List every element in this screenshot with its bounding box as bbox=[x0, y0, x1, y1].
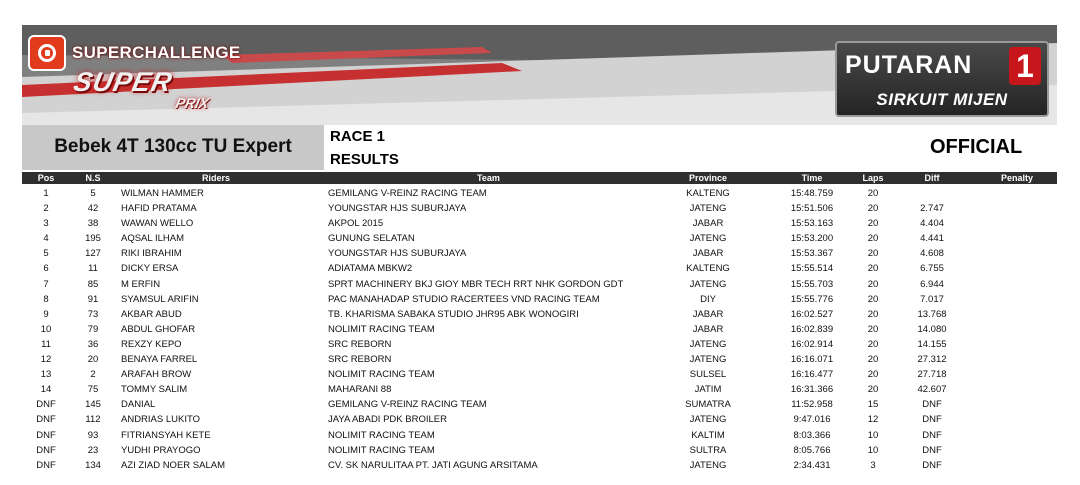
cell-pos: 1 bbox=[43, 188, 49, 199]
cell-ns: 11 bbox=[88, 263, 98, 275]
cell-penalty bbox=[977, 443, 1057, 458]
cell-laps: 12 bbox=[867, 414, 879, 426]
cell-penalty bbox=[977, 367, 1057, 382]
cell-rider: AQSAL ILHAM bbox=[121, 233, 185, 245]
cell-ns: 73 bbox=[87, 308, 99, 320]
cell-team: NOLIMIT RACING TEAM bbox=[328, 369, 435, 381]
table-row bbox=[22, 337, 1057, 352]
cell-diff bbox=[902, 186, 962, 201]
cell-pos: DNF bbox=[36, 399, 56, 411]
cell-diff: 42.607 bbox=[917, 384, 947, 396]
col-header-laps: Laps bbox=[862, 173, 884, 183]
cell-pos: 7 bbox=[43, 278, 49, 290]
cell-team: YOUNGSTAR HJS SUBURJAYA bbox=[328, 203, 467, 215]
cell-diff: 27.312 bbox=[917, 354, 947, 366]
cell-province: JABAR bbox=[692, 308, 724, 320]
cell-time: 11:52.958 bbox=[791, 399, 833, 411]
cell-pos: 14 bbox=[40, 384, 52, 396]
cell-laps: 20 bbox=[867, 323, 879, 335]
cell-team: ADIATAMA MBKW2 bbox=[328, 263, 413, 275]
cell-rider: RIKI IBRAHIM bbox=[121, 248, 182, 260]
table-row bbox=[22, 382, 1057, 397]
prix-wordmark: PRIX bbox=[174, 95, 211, 111]
cell-penalty bbox=[977, 246, 1057, 261]
cell-time: 16:02.527 bbox=[790, 308, 834, 320]
cell-diff: 7.017 bbox=[920, 293, 944, 305]
cell-team: GEMILANG V-REINZ RACING TEAM bbox=[328, 188, 487, 199]
super-prix-logo bbox=[68, 65, 218, 119]
table-row bbox=[22, 428, 1057, 443]
cell-laps: 20 bbox=[867, 293, 879, 305]
cell-ns: 5 bbox=[90, 188, 96, 199]
cell-province: JATENG bbox=[689, 203, 727, 215]
col-header-team: Team bbox=[477, 173, 500, 183]
cell-laps: 20 bbox=[867, 369, 879, 381]
cell-diff: DNF bbox=[922, 444, 942, 456]
round-badge bbox=[835, 41, 1049, 117]
cell-rider: HAFID PRATAMA bbox=[121, 203, 197, 215]
cell-diff: 2.747 bbox=[920, 203, 944, 215]
cell-laps: 3 bbox=[870, 459, 876, 471]
cell-laps: 10 bbox=[867, 429, 879, 441]
cell-province: SUMATRA bbox=[685, 399, 731, 411]
official-label: OFFICIAL bbox=[930, 136, 1023, 158]
table-row bbox=[22, 443, 1057, 458]
cell-team: SPRT MACHINERY BKJ GIOY MBR TECH RRT NHK GORDON GDT bbox=[328, 278, 624, 290]
cell-rider: REXZY KEPO bbox=[121, 338, 182, 350]
cell-province: SULSEL bbox=[689, 369, 727, 381]
cell-laps: 20 bbox=[867, 203, 879, 215]
class-box bbox=[22, 125, 324, 170]
cell-diff: 4.404 bbox=[920, 218, 944, 230]
cell-penalty bbox=[977, 458, 1057, 473]
cell-time: 15:53.163 bbox=[790, 218, 834, 230]
cell-time: 16:02.839 bbox=[790, 323, 834, 335]
cell-time: 16:16.071 bbox=[790, 354, 834, 366]
cell-pos: DNF bbox=[36, 429, 56, 441]
table-row bbox=[22, 367, 1057, 382]
cell-province: KALTENG bbox=[686, 188, 730, 199]
cell-penalty bbox=[977, 412, 1057, 427]
cell-ns: 93 bbox=[87, 429, 99, 441]
cell-penalty bbox=[977, 261, 1057, 276]
cell-rider: FITRIANSYAH KETE bbox=[121, 429, 211, 441]
cell-ns: 79 bbox=[87, 323, 99, 335]
cell-province: KALTENG bbox=[686, 263, 730, 275]
table-row bbox=[22, 458, 1057, 473]
table-row bbox=[22, 231, 1057, 246]
cell-pos: DNF bbox=[36, 459, 56, 471]
cell-rider: YUDHI PRAYOGO bbox=[121, 444, 201, 456]
cell-rider: AZI ZIAD NOER SALAM bbox=[121, 459, 225, 471]
cell-pos: 2 bbox=[43, 203, 49, 215]
cell-laps: 20 bbox=[867, 218, 879, 230]
cell-ns: 75 bbox=[87, 384, 99, 396]
circuit-name: SIRKUIT MIJEN bbox=[876, 90, 1008, 109]
cell-ns: 134 bbox=[85, 459, 101, 471]
table-row bbox=[22, 246, 1057, 261]
cell-rider: WAWAN WELLO bbox=[121, 218, 194, 230]
cell-ns: 85 bbox=[87, 278, 99, 290]
cell-diff: 6.944 bbox=[920, 278, 944, 290]
class-title: Bebek 4T 130cc TU Expert bbox=[54, 136, 292, 157]
cell-ns: 20 bbox=[87, 354, 99, 366]
cell-province: JATENG bbox=[689, 233, 727, 245]
cell-time: 15:53.367 bbox=[790, 248, 834, 260]
cell-province: JATIM bbox=[694, 384, 722, 396]
cell-rider: DICKY ERSA bbox=[121, 263, 179, 275]
cell-diff: 13.768 bbox=[917, 308, 947, 320]
col-header-pos: Pos bbox=[37, 173, 55, 183]
col-header-penalty: Penalty bbox=[1000, 173, 1033, 183]
cell-pos: 13 bbox=[40, 369, 52, 381]
cell-ns: 91 bbox=[87, 293, 99, 305]
col-header-riders: Riders bbox=[202, 173, 231, 183]
cell-laps: 10 bbox=[867, 444, 879, 456]
cell-diff: DNF bbox=[922, 459, 942, 471]
results-table-body bbox=[22, 186, 1057, 473]
cell-team: SRC REBORN bbox=[328, 354, 392, 366]
table-row bbox=[22, 277, 1057, 292]
cell-ns: 36 bbox=[87, 338, 99, 350]
cell-time: 15:48.759 bbox=[790, 188, 834, 199]
cell-penalty bbox=[977, 307, 1057, 322]
cell-pos: 8 bbox=[43, 293, 49, 305]
cell-team: CV. SK NARULITAA PT. JATI AGUNG ARSITAMA bbox=[328, 459, 538, 471]
cell-ns: 38 bbox=[87, 218, 99, 230]
cell-team: JAYA ABADI PDK BROILER bbox=[328, 414, 447, 426]
results-label: RESULTS bbox=[330, 151, 399, 168]
cell-penalty bbox=[977, 382, 1057, 397]
cell-ns: 2 bbox=[90, 369, 96, 381]
cell-pos: 9 bbox=[43, 308, 49, 320]
cell-time: 15:55.703 bbox=[790, 278, 834, 290]
cell-rider: ANDRIAS LUKITO bbox=[121, 414, 201, 426]
cell-diff: 14.080 bbox=[917, 323, 947, 335]
cell-laps: 20 bbox=[867, 248, 879, 260]
col-header-diff: Diff bbox=[924, 173, 940, 183]
table-row bbox=[22, 322, 1057, 337]
superchallenge-icon bbox=[28, 35, 66, 71]
cell-ns: 42 bbox=[87, 203, 99, 215]
cell-time: 16:31.366 bbox=[790, 384, 834, 396]
table-row bbox=[22, 186, 1057, 201]
cell-province: JABAR bbox=[692, 323, 724, 335]
cell-diff: DNF bbox=[922, 399, 942, 411]
super-wordmark: SUPER bbox=[70, 67, 176, 97]
cell-laps: 15 bbox=[867, 399, 879, 411]
cell-province: JATENG bbox=[689, 278, 727, 290]
cell-team: GEMILANG V-REINZ RACING TEAM bbox=[328, 399, 487, 411]
cell-ns: 127 bbox=[85, 248, 101, 260]
cell-team: NOLIMIT RACING TEAM bbox=[328, 429, 435, 441]
cell-laps: 20 bbox=[867, 308, 879, 320]
cell-time: 15:55.776 bbox=[790, 293, 834, 305]
cell-penalty bbox=[977, 397, 1057, 412]
cell-province: JABAR bbox=[692, 218, 724, 230]
cell-province: SULTRA bbox=[689, 444, 727, 456]
cell-team: AKPOL 2015 bbox=[328, 218, 384, 230]
cell-time: 16:16.477 bbox=[790, 369, 834, 381]
cell-time: 15:51.506 bbox=[790, 203, 834, 215]
cell-penalty bbox=[977, 428, 1057, 443]
cell-penalty bbox=[977, 231, 1057, 246]
cell-rider: BENAYA FARREL bbox=[121, 354, 198, 366]
cell-time: 16:02.914 bbox=[790, 338, 834, 350]
cell-province: DIY bbox=[700, 293, 716, 305]
cell-team: NOLIMIT RACING TEAM bbox=[328, 444, 435, 456]
race-label: RACE 1 bbox=[330, 128, 386, 145]
cell-penalty bbox=[977, 352, 1057, 367]
cell-ns: 112 bbox=[85, 414, 101, 426]
cell-rider: ABDUL GHOFAR bbox=[121, 323, 196, 335]
cell-pos: DNF bbox=[36, 444, 56, 456]
cell-team: GUNUNG SELATAN bbox=[328, 233, 415, 245]
cell-province: JABAR bbox=[692, 248, 724, 260]
cell-time: 8:05.766 bbox=[793, 444, 831, 456]
cell-pos: 11 bbox=[41, 338, 51, 350]
cell-team: TB. KHARISMA SABAKA STUDIO JHR95 ABK WONOGIRI bbox=[328, 308, 579, 320]
table-row bbox=[22, 292, 1057, 307]
cell-team: SRC REBORN bbox=[328, 338, 392, 350]
cell-diff: 27.718 bbox=[917, 369, 947, 381]
cell-pos: DNF bbox=[36, 414, 56, 426]
cell-pos: 6 bbox=[43, 263, 49, 275]
cell-rider: WILMAN HAMMER bbox=[121, 188, 204, 199]
cell-ns: 195 bbox=[85, 233, 101, 245]
cell-time: 15:53.200 bbox=[790, 233, 834, 245]
cell-pos: 10 bbox=[40, 323, 52, 335]
cell-penalty bbox=[977, 277, 1057, 292]
cell-pos: 5 bbox=[43, 248, 49, 260]
cell-team: YOUNGSTAR HJS SUBURJAYA bbox=[328, 248, 467, 260]
cell-penalty bbox=[977, 337, 1057, 352]
cell-laps: 20 bbox=[867, 384, 879, 396]
table-row bbox=[22, 307, 1057, 322]
cell-penalty bbox=[977, 201, 1057, 216]
round-label: PUTARAN bbox=[845, 51, 973, 79]
table-row bbox=[22, 397, 1057, 412]
cell-province: JATENG bbox=[689, 354, 727, 366]
cell-diff: DNF bbox=[922, 429, 942, 441]
cell-diff: DNF bbox=[922, 414, 942, 426]
cell-penalty bbox=[977, 292, 1057, 307]
cell-time: 9:47.016 bbox=[793, 414, 831, 426]
cell-rider: M ERFIN bbox=[121, 278, 161, 290]
cell-rider: SYAMSUL ARIFIN bbox=[121, 293, 199, 305]
cell-province: KALTIM bbox=[691, 429, 725, 441]
cell-diff: 4.608 bbox=[920, 248, 944, 260]
cell-laps: 20 bbox=[867, 263, 879, 275]
col-header-time: Time bbox=[801, 173, 823, 183]
round-number: 1 bbox=[1009, 47, 1041, 85]
cell-team: NOLIMIT RACING TEAM bbox=[328, 323, 435, 335]
cell-penalty bbox=[977, 216, 1057, 231]
brand-name: SUPERCHALLENGE bbox=[72, 43, 241, 62]
cell-laps: 20 bbox=[867, 233, 879, 245]
cell-time: 8:03.366 bbox=[793, 429, 831, 441]
col-header-province: Province bbox=[688, 173, 728, 183]
cell-team: PAC MANAHADAP STUDIO RACERTEES VND RACING TEAM bbox=[328, 293, 600, 305]
cell-laps: 20 bbox=[867, 278, 879, 290]
cell-diff: 6.755 bbox=[920, 263, 944, 275]
cell-diff: 14.155 bbox=[917, 338, 947, 350]
table-row bbox=[22, 261, 1057, 276]
cell-laps: 20 bbox=[867, 188, 879, 199]
cell-ns: 23 bbox=[87, 444, 99, 456]
cell-laps: 20 bbox=[867, 354, 879, 366]
cell-time: 2:34.431 bbox=[793, 459, 831, 471]
cell-rider: TOMMY SALIM bbox=[121, 384, 188, 396]
table-row bbox=[22, 201, 1057, 216]
cell-penalty bbox=[977, 186, 1057, 201]
table-row bbox=[22, 412, 1057, 427]
cell-ns: 145 bbox=[85, 399, 101, 411]
table-row bbox=[22, 352, 1057, 367]
cell-rider: AKBAR ABUD bbox=[121, 308, 182, 320]
cell-pos: 12 bbox=[40, 354, 52, 366]
table-row bbox=[22, 216, 1057, 231]
cell-rider: ARAFAH BROW bbox=[121, 369, 192, 381]
cell-pos: 4 bbox=[43, 233, 49, 245]
cell-laps: 20 bbox=[867, 338, 879, 350]
col-header-ns: N.S bbox=[85, 173, 101, 183]
table-header bbox=[22, 172, 1057, 184]
cell-province: JATENG bbox=[689, 338, 727, 350]
cell-province: JATENG bbox=[689, 414, 727, 426]
cell-time: 15:55.514 bbox=[790, 263, 834, 275]
cell-rider: DANIAL bbox=[121, 399, 156, 411]
cell-penalty bbox=[977, 322, 1057, 337]
header-banner bbox=[22, 25, 1057, 125]
cell-province: JATENG bbox=[689, 459, 727, 471]
cell-diff: 4.441 bbox=[920, 233, 944, 245]
cell-team: MAHARANI 88 bbox=[328, 384, 392, 396]
cell-pos: 3 bbox=[43, 218, 49, 230]
